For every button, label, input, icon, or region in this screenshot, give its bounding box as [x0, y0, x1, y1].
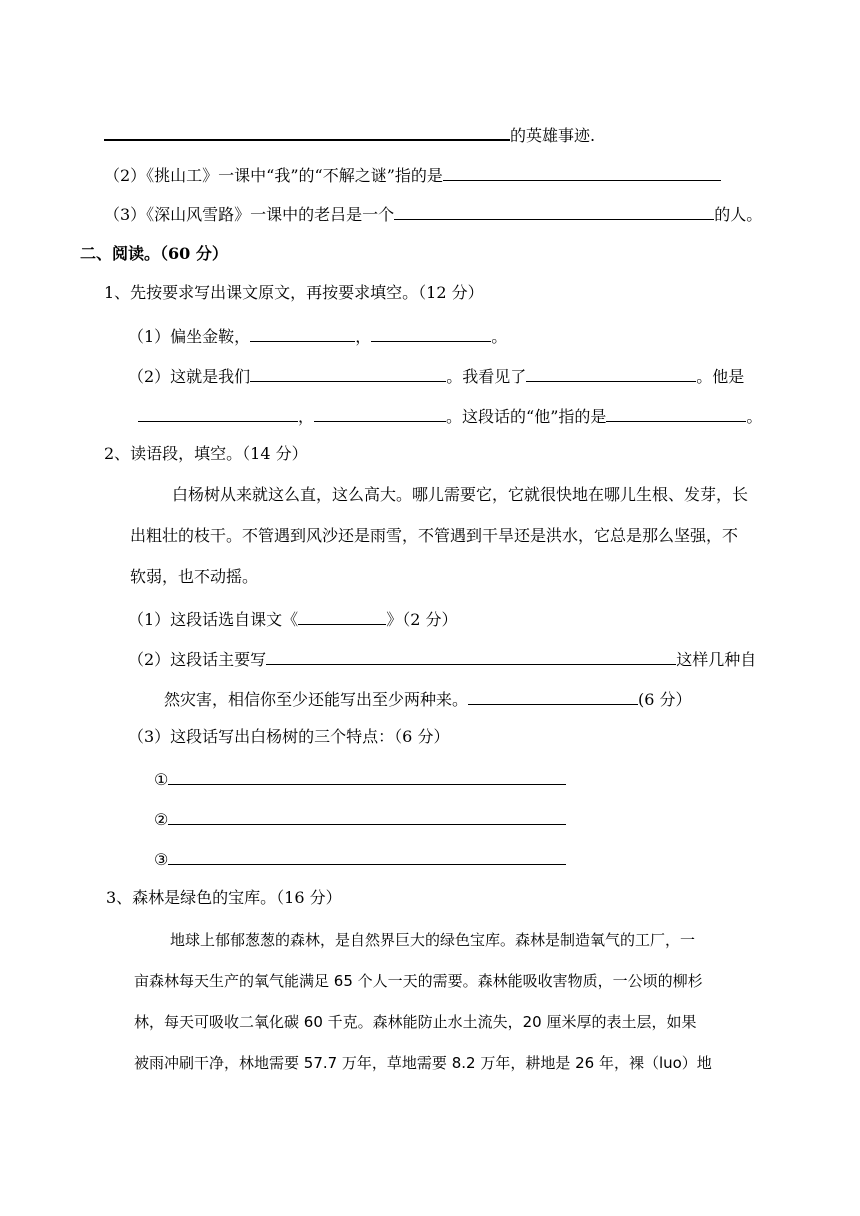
r2-q2-score: (6 分） — [638, 690, 692, 709]
r1-item2-line2-end: 。 — [746, 407, 763, 426]
q1-3-suffix: 的人。 — [714, 205, 763, 224]
r2-q3-answer-2 — [154, 807, 566, 830]
answer-blank[interactable] — [168, 847, 566, 865]
r2-q2-suffix: 这样几种自 — [676, 650, 757, 669]
r2-passage-line: 出粗壮的枝干。不管遇到风沙还是雨雪，不管遇到干旱还是洪水，它总是那么坚强，不 — [130, 526, 739, 545]
r3-passage-line: 亩森林每天生产的氧气能满足 65 个人一天的需要。森林能吸收害物质，一公顷的柳杉 — [134, 972, 703, 990]
r2-q2-line2 — [164, 687, 692, 710]
r1-item2-line2 — [138, 404, 762, 427]
r2-q1-line — [128, 607, 457, 630]
answer-blank[interactable] — [298, 607, 386, 625]
r2-q2-line1 — [128, 647, 756, 670]
answer-blank[interactable] — [468, 687, 638, 705]
r2-q2-prefix: （2）这段话主要写 — [128, 650, 267, 669]
r2-title: 2、读语段，填空。（14 分） — [104, 444, 308, 463]
r1-item1-prefix: （1）偏坐金鞍， — [128, 327, 251, 346]
answer-blank[interactable] — [104, 122, 510, 141]
r1-item1-suffix: 。 — [491, 327, 508, 346]
r3-passage-line: 地球上郁郁葱葱的森林，是自然界巨大的绿色宝库。森林是制造氧气的工厂，一 — [170, 931, 696, 949]
r1-item2-mid1: 。我看见了 — [446, 367, 527, 386]
circled-one-marker: ① — [154, 770, 169, 789]
section2-heading: 二、阅读。（60 分） — [80, 244, 228, 263]
r2-q3-title: （3）这段话写出白杨树的三个特点：（6 分） — [128, 727, 450, 746]
r1-item1-line — [128, 324, 507, 347]
r2-passage-line: 软弱，也不动摇。 — [130, 567, 259, 586]
answer-blank[interactable] — [606, 404, 746, 422]
answer-blank[interactable] — [250, 364, 446, 382]
r2-q1-suffix: 》（2 分） — [386, 610, 458, 629]
r3-title: 3、森林是绿色的宝库。（16 分） — [106, 888, 342, 907]
answer-blank[interactable] — [168, 767, 566, 785]
answer-blank[interactable] — [168, 807, 566, 825]
r1-item2-line2-text: 。这段话的“他”指的是 — [446, 407, 607, 426]
r1-item2-mid2: 。他是 — [696, 367, 745, 386]
answer-blank[interactable] — [250, 324, 355, 342]
circled-three-marker: ③ — [154, 850, 169, 869]
answer-blank[interactable] — [314, 404, 446, 422]
r1-title: 1、先按要求写出课文原文，再按要求填空。（12 分） — [104, 283, 484, 302]
r2-q3-answer-3 — [154, 847, 566, 870]
r1-item2-line1 — [128, 364, 744, 387]
q1-tail-line — [104, 122, 595, 146]
q1-2-text: （2）《挑山工》一课中“我”的“不解之谜”指的是 — [104, 166, 443, 185]
answer-blank[interactable] — [394, 202, 714, 220]
r1-item2-prefix: （2）这就是我们 — [128, 367, 251, 386]
r2-passage-line: 白杨树从来就这么直，这么高大。哪儿需要它，它就很快地在哪儿生根、发芽，长 — [172, 485, 749, 504]
answer-blank[interactable] — [443, 163, 721, 181]
r2-q2-line2-text: 然灾害，相信你至少还能写出至少两种来。 — [164, 690, 469, 709]
q1-3-line — [104, 202, 762, 225]
r1-item1-mid: ， — [355, 327, 372, 346]
answer-blank[interactable] — [266, 647, 676, 665]
r2-q1-prefix: （1）这段话选自课文《 — [128, 610, 299, 629]
r3-passage-line: 林，每天可吸收二氧化碳 60 千克。森林能防止水土流失，20 厘米厚的表土层，如果 — [134, 1013, 697, 1031]
r1-item2-line2-mid: ， — [298, 407, 315, 426]
q1-2-line — [104, 163, 721, 186]
r2-q3-answer-1 — [154, 767, 566, 790]
answer-blank[interactable] — [138, 404, 298, 422]
circled-two-marker: ② — [154, 810, 169, 829]
q1-tail-suffix: 的英雄事迹. — [510, 126, 596, 145]
r3-passage-line: 被雨冲刷干净，林地需要 57.7 万年，草地需要 8.2 万年，耕地是 26 年，裸（luo）地 — [134, 1054, 712, 1072]
q1-3-prefix: （3）《深山风雪路》一课中的老吕是一个 — [104, 205, 395, 224]
answer-blank[interactable] — [371, 324, 491, 342]
answer-blank[interactable] — [526, 364, 696, 382]
